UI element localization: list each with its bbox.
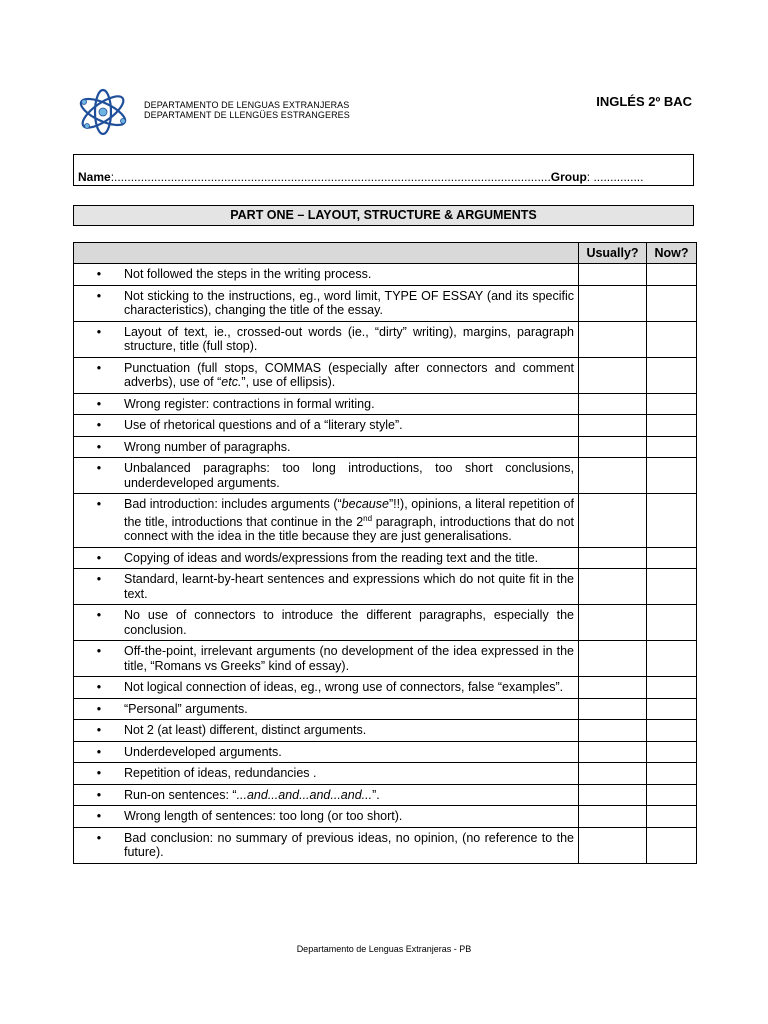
column-header-now: Now?: [647, 243, 697, 264]
table-row: [74, 720, 697, 742]
checklist-item: [74, 357, 579, 393]
table-row: [74, 763, 697, 785]
bullet-icon: •: [96, 396, 102, 411]
bullet-icon: •: [96, 288, 102, 303]
usually-checkbox-cell[interactable]: [579, 641, 647, 677]
checklist-item-text: [124, 788, 574, 803]
checklist-item: [74, 264, 579, 286]
table-row: [74, 569, 697, 605]
now-checkbox-cell[interactable]: [647, 698, 697, 720]
now-checkbox-cell[interactable]: [647, 763, 697, 785]
checklist-item-text: Not logical connection of ideas, eg., wrong use of connectors, false “examples”.: [124, 680, 564, 695]
part-title: PART ONE – LAYOUT, STRUCTURE & ARGUMENTS: [73, 205, 694, 226]
table-row: [74, 605, 697, 641]
checklist-item: [74, 436, 579, 458]
checklist-item-text: [124, 497, 574, 544]
checklist-item: [74, 458, 579, 494]
checklist-item-text: No use of connectors to introduce the different paragraphs, especially the conclusion.: [124, 608, 574, 637]
table-row: [74, 677, 697, 699]
now-checkbox-cell[interactable]: [647, 741, 697, 763]
table-row: [74, 698, 697, 720]
now-checkbox-cell[interactable]: [647, 458, 697, 494]
bullet-icon: •: [96, 644, 102, 659]
item-text-part: etc.: [221, 375, 242, 389]
usually-checkbox-cell[interactable]: [579, 436, 647, 458]
checklist-item-text: Wrong register: contractions in formal writing.: [124, 396, 375, 411]
table-row: [74, 393, 697, 415]
bullet-icon: •: [96, 418, 102, 432]
usually-checkbox-cell[interactable]: [579, 763, 647, 785]
now-checkbox-cell[interactable]: [647, 720, 697, 742]
checklist-item: [74, 677, 579, 699]
usually-checkbox-cell[interactable]: [579, 741, 647, 763]
checklist-item: [74, 827, 579, 863]
usually-checkbox-cell[interactable]: [579, 357, 647, 393]
checklist-item: [74, 415, 579, 437]
checklist-item-text: Not sticking to the instructions, eg., word limit, TYPE OF ESSAY (and its specific characteristics), changing the title of the essay.: [124, 288, 574, 317]
now-checkbox-cell[interactable]: [647, 285, 697, 321]
usually-checkbox-cell[interactable]: [579, 458, 647, 494]
checklist-item: [74, 605, 579, 641]
bullet-icon: •: [96, 680, 102, 695]
table-row: [74, 264, 697, 286]
table-row: [74, 357, 697, 393]
bullet-icon: •: [96, 744, 102, 759]
checklist-item-text: Wrong number of paragraphs.: [124, 439, 291, 454]
checklist-item: [74, 569, 579, 605]
bullet-icon: •: [96, 360, 102, 375]
bullet-icon: •: [96, 608, 102, 623]
department-name: [144, 100, 350, 120]
checklist-item-text: Standard, learnt-by-heart sentences and expressions which do not quite fit in the text.: [124, 572, 574, 601]
usually-checkbox-cell[interactable]: [579, 285, 647, 321]
item-text-part: ...and...and...and...and...: [236, 787, 373, 802]
checklist-item-text: [124, 361, 574, 390]
bullet-icon: •: [96, 701, 102, 716]
bullet-icon: •: [96, 267, 102, 281]
now-checkbox-cell[interactable]: [647, 641, 697, 677]
now-checkbox-cell[interactable]: [647, 264, 697, 286]
usually-checkbox-cell[interactable]: [579, 677, 647, 699]
column-header-usually: Usually?: [579, 243, 647, 264]
checklist-item-text: Unbalanced paragraphs: too long introductions, too short conclusions, underdeveloped arguments.: [124, 461, 574, 490]
checklist-item-text: Repetition of ideas, redundancies .: [124, 766, 317, 781]
checklist-item: [74, 285, 579, 321]
checklist-item: [74, 763, 579, 785]
checklist-item-text: Not 2 (at least) different, distinct arguments.: [124, 723, 367, 738]
usually-checkbox-cell[interactable]: [579, 806, 647, 828]
bullet-icon: •: [96, 572, 102, 587]
checklist-item: [74, 393, 579, 415]
item-text-part: Punctuation (full stops, COMMAS (especially after connectors and comment adverbs), use of “: [124, 360, 574, 389]
page-footer: Departamento de Lenguas Extranjeras - PB: [296, 944, 472, 954]
table-row: [74, 827, 697, 863]
bullet-icon: •: [96, 550, 102, 565]
bullet-icon: •: [96, 830, 102, 845]
now-checkbox-cell[interactable]: [647, 605, 697, 641]
checklist-item: [74, 698, 579, 720]
table-row: [74, 415, 697, 437]
document-header: [76, 88, 696, 136]
table-header-row: [74, 243, 697, 264]
checklist-item-text: Wrong length of sentences: too long (or too short).: [124, 809, 403, 824]
now-checkbox-cell[interactable]: [647, 784, 697, 806]
header-blank-cell: [74, 243, 579, 264]
department-line-spanish: DEPARTAMENTO DE LENGUAS EXTRANJERAS: [144, 100, 350, 110]
checklist-item-text: Off-the-point, irrelevant arguments (no development of the idea expressed in the title, “Romans vs Greeks” kind of essay).: [124, 644, 574, 673]
now-checkbox-cell[interactable]: [647, 827, 697, 863]
item-text-part: ”.: [372, 787, 380, 802]
item-text-part: ”, use of ellipsis).: [241, 375, 336, 389]
usually-checkbox-cell[interactable]: [579, 264, 647, 286]
checklist-item-text: Bad conclusion: no summary of previous ideas, no opinion, (no reference to the future).: [124, 830, 574, 860]
bullet-icon: •: [96, 324, 102, 339]
table-row: [74, 741, 697, 763]
checklist-item: [74, 547, 579, 569]
now-checkbox-cell[interactable]: [647, 494, 697, 548]
bullet-icon: •: [96, 461, 102, 475]
checklist-item-text: Underdeveloped arguments.: [124, 744, 282, 759]
now-checkbox-cell[interactable]: [647, 393, 697, 415]
checklist-item: [74, 494, 579, 548]
usually-checkbox-cell[interactable]: [579, 827, 647, 863]
name-field[interactable]: :...................................................................................................................................: [110, 170, 551, 184]
atom-logo-icon: [76, 88, 130, 136]
now-checkbox-cell[interactable]: [647, 569, 697, 605]
item-text-part: ”!!), opinions, a literal repetition of the title, introductions that continue in the 2: [124, 497, 574, 529]
checklist-item: [74, 720, 579, 742]
usually-checkbox-cell[interactable]: [579, 494, 647, 548]
checklist-item-text: Copying of ideas and words/expressions from the reading text and the title.: [124, 550, 539, 565]
checklist-item: [74, 641, 579, 677]
checklist-item-text: “Personal” arguments.: [124, 701, 248, 716]
table-row: [74, 321, 697, 357]
bullet-icon: •: [96, 497, 102, 511]
checklist-item: [74, 741, 579, 763]
checklist-item-text: Layout of text, ie., crossed-out words (ie., “dirty” writing), margins, paragraph structure, title (full stop).: [124, 324, 574, 353]
bullet-icon: •: [96, 439, 102, 454]
item-text-part: because: [341, 497, 389, 511]
bullet-icon: •: [96, 787, 102, 802]
group-field[interactable]: : ...............: [586, 170, 644, 184]
checklist-item: [74, 784, 579, 806]
now-checkbox-cell[interactable]: [647, 677, 697, 699]
usually-checkbox-cell[interactable]: [579, 784, 647, 806]
checklist-item: [74, 806, 579, 828]
table-row: [74, 285, 697, 321]
table-row: [74, 458, 697, 494]
checklist-table: [73, 242, 697, 864]
checklist-body: [74, 264, 697, 864]
bullet-icon: •: [96, 723, 102, 738]
table-row: [74, 494, 697, 548]
group-label: Group: [550, 170, 587, 184]
name-label: Name: [78, 170, 111, 184]
usually-checkbox-cell[interactable]: [579, 698, 647, 720]
item-text-part: paragraph, introductions that do not connect with the idea in the title because they are just generalisations.: [124, 514, 574, 544]
item-text-part: Run-on sentences: “: [124, 787, 237, 802]
usually-checkbox-cell[interactable]: [579, 569, 647, 605]
usually-checkbox-cell[interactable]: [579, 605, 647, 641]
now-checkbox-cell[interactable]: [647, 547, 697, 569]
table-row: [74, 547, 697, 569]
bullet-icon: •: [96, 809, 102, 824]
department-line-valencian: DEPARTAMENT DE LLENGÜES ESTRANGERES: [144, 110, 350, 120]
course-title: INGLÉS 2º BAC: [596, 94, 692, 109]
checklist-item: [74, 321, 579, 357]
usually-checkbox-cell[interactable]: [579, 393, 647, 415]
usually-checkbox-cell[interactable]: [579, 547, 647, 569]
usually-checkbox-cell[interactable]: [579, 321, 647, 357]
checklist-item-text: Not followed the steps in the writing process.: [124, 267, 372, 281]
item-text-part: nd: [363, 513, 373, 523]
usually-checkbox-cell[interactable]: [579, 720, 647, 742]
table-row: [74, 784, 697, 806]
checklist-item-text: Use of rhetorical questions and of a “literary style”.: [124, 418, 403, 432]
now-checkbox-cell[interactable]: [647, 321, 697, 357]
now-checkbox-cell[interactable]: [647, 436, 697, 458]
bullet-icon: •: [96, 766, 102, 781]
now-checkbox-cell[interactable]: [647, 806, 697, 828]
usually-checkbox-cell[interactable]: [579, 415, 647, 437]
item-text-part: Bad introduction: includes arguments (“: [124, 497, 342, 511]
name-group-box: [73, 154, 694, 186]
table-row: [74, 641, 697, 677]
now-checkbox-cell[interactable]: [647, 357, 697, 393]
table-row: [74, 806, 697, 828]
table-row: [74, 436, 697, 458]
now-checkbox-cell[interactable]: [647, 415, 697, 437]
name-group-row: [78, 170, 690, 184]
